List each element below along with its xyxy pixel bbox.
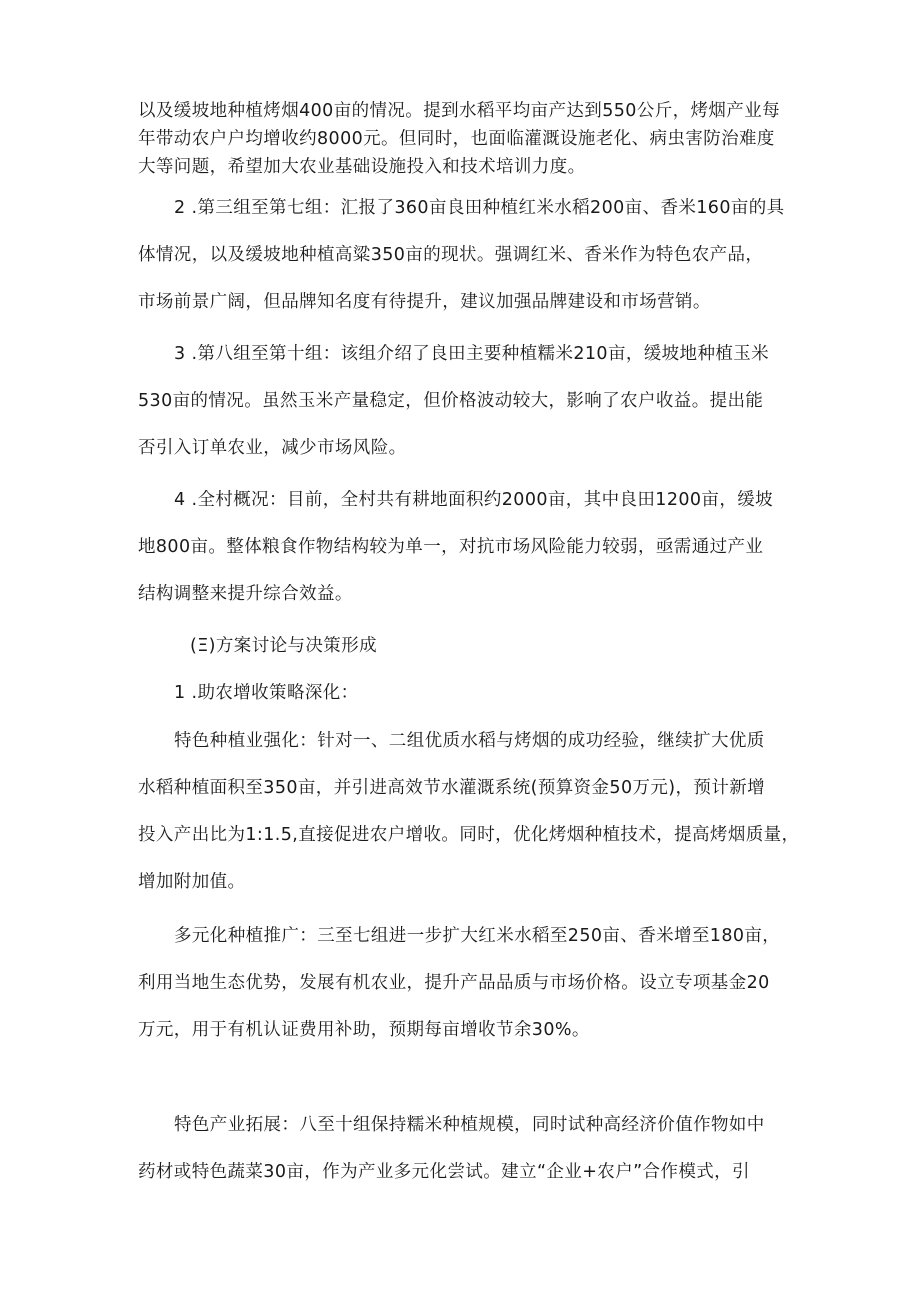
text-line: 特色种植业强化：针对一、二组优质水稻与烤烟的成功经验，继续扩大优质: [174, 731, 765, 751]
text-line: 否引入订单农业，减少市场风险。: [138, 438, 407, 458]
paragraph-village-overview: [138, 477, 798, 618]
section-title: (Ξ)方案讨论与决策形成: [190, 636, 378, 656]
subsection-title: 1 .助农增收策略深化：: [174, 683, 359, 703]
text-line: 地800亩。整体粮食作物结构较为单一，对抗市场风险能力较弱，亟需通过产业: [138, 537, 764, 557]
section-heading-decision: [138, 623, 798, 670]
text-line: 增加附加值。: [138, 872, 246, 892]
text-line: 水稻种植面积至350亩，并引进高效节水灌溉系统(预算资金50万元)，预计新增: [138, 778, 766, 798]
text-line: 药材或特色蔬菜30亩，作为产业多元化尝试。建立“企业+农户”合作模式，引: [138, 1162, 750, 1182]
text-line: 投入产出比为1:1.5,直接促进农户增收。同时，优化烤烟种植技术，提高烤烟质量，: [138, 825, 800, 845]
text-line: 2 .第三组至第七组：汇报了360亩良田种植红米水稻200亩、香米160亩的具: [174, 198, 785, 218]
paragraph-groups-8-10: [138, 331, 798, 472]
text-line: 利用当地生态优势，发展有机农业，提升产品品质与市场价格。设立专项基金20: [138, 973, 770, 993]
text-line: 4 .全村概况：目前，全村共有耕地面积约2000亩，其中良田1200亩，缓坡: [174, 490, 774, 510]
text-line: 万元，用于有机认证费用补助，预期每亩增收节余30%。: [138, 1020, 590, 1040]
paragraph-groups-3-7: [138, 185, 798, 326]
subheading-income-strategy: [138, 670, 798, 717]
text-line: 特色产业拓展：八至十组保持糯米种植规模，同时试种高经济价值作物如中: [174, 1115, 765, 1135]
text-line: 大等问题，希望加大农业基础设施投入和技术培训力度。: [138, 157, 586, 177]
text-line: 结构调整来提升综合效益。: [138, 584, 353, 604]
paragraph-diversified-planting: [138, 913, 798, 1054]
text-line: 多元化种植推广：三至七组进一步扩大红米水稻至250亩、香米增至180亩，: [174, 926, 781, 946]
text-line: 年带动农户户均增收约8000元。但同时，也面临灌溉设施老化、病虫害防治难度: [138, 129, 775, 149]
text-line: 530亩的情况。虽然玉米产量稳定，但价格波动较大，影响了农户收益。提出能: [138, 391, 764, 411]
text-line: 体情况，以及缓坡地种植高粱350亩的现状。强调红米、香米作为特色农产品，: [138, 245, 764, 265]
paragraph-groups-1-2-continued: [138, 97, 798, 181]
text-line: 3 .第八组至第十组：该组介绍了良田主要种植糯米210亩，缓坡地种植玉米: [174, 344, 770, 364]
paragraph-featured-planting: [138, 718, 798, 906]
paragraph-industry-expansion: [138, 1102, 798, 1196]
text-line: 市场前景广阔，但品牌知名度有待提升，建议加强品牌建设和市场营销。: [138, 292, 711, 312]
text-line: 以及缓坡地种植烤烟400亩的情况。提到水稻平均亩产达到550公斤，烤烟产业每: [138, 101, 781, 121]
